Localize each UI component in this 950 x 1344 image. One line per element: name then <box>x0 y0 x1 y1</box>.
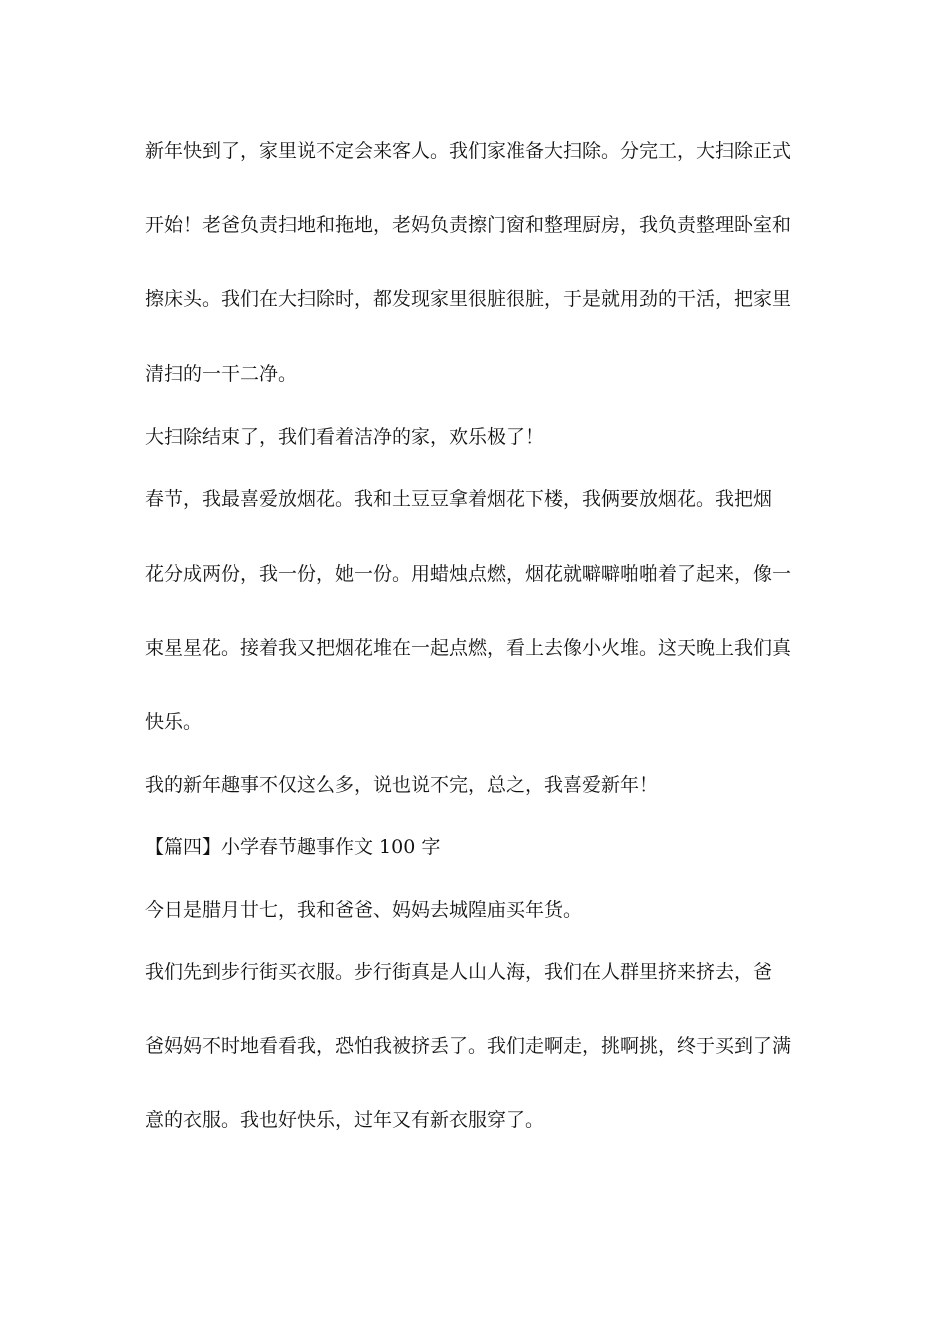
section-heading: 【篇四】小学春节趣事作文 100 字 <box>145 836 441 858</box>
paragraph-line: 清扫的一干二净。 <box>145 363 298 385</box>
paragraph-line: 大扫除结束了，我们看着洁净的家，欢乐极了！ <box>145 426 545 448</box>
paragraph-line: 束星星花。接着我又把烟花堆在一起点燃，看上去像小火堆。这天晚上我们真 <box>145 637 792 659</box>
paragraph-line: 春节，我最喜爱放烟花。我和土豆豆拿着烟花下楼，我俩要放烟花。我把烟 <box>145 488 773 510</box>
paragraph-line: 我们先到步行街买衣服。步行街真是人山人海，我们在人群里挤来挤去，爸 <box>145 961 773 983</box>
paragraph-line: 意的衣服。我也好快乐，过年又有新衣服穿了。 <box>145 1109 545 1131</box>
paragraph-line: 开始！老爸负责扫地和拖地，老妈负责擦门窗和整理厨房，我负责整理卧室和 <box>145 214 792 236</box>
paragraph-line: 花分成两份，我一份，她一份。用蜡烛点燃，烟花就噼噼啪啪着了起来，像一 <box>145 563 792 585</box>
paragraph-line: 快乐。 <box>145 711 203 733</box>
paragraph-line: 今日是腊月廿七，我和爸爸、妈妈去城隍庙买年货。 <box>145 899 583 921</box>
paragraph-line: 我的新年趣事不仅这么多，说也说不完，总之，我喜爱新年！ <box>145 774 659 796</box>
paragraph-line: 爸妈妈不时地看看我，恐怕我被挤丢了。我们走啊走，挑啊挑，终于买到了满 <box>145 1035 792 1057</box>
paragraph-line: 新年快到了，家里说不定会来客人。我们家准备大扫除。分完工，大扫除正式 <box>145 140 792 162</box>
paragraph-line: 擦床头。我们在大扫除时，都发现家里很脏很脏，于是就用劲的干活，把家里 <box>145 288 792 310</box>
